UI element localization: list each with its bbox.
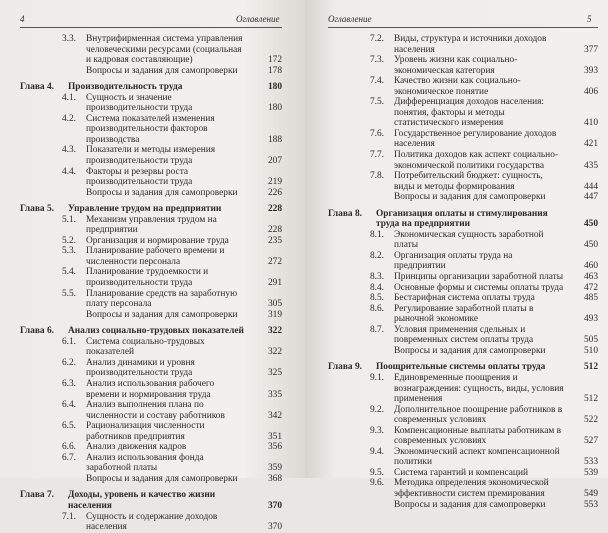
entry-title: Качество жизни как социально-экономическое понятие bbox=[394, 76, 521, 97]
entry-page-number: 322 bbox=[267, 347, 282, 358]
entry-number: 9.5. bbox=[369, 467, 384, 478]
toc-section-entry[interactable] bbox=[328, 283, 598, 294]
entry-number: 6.2. bbox=[61, 357, 76, 368]
entry-page-number: 450 bbox=[583, 219, 598, 230]
entry-number: 8.7. bbox=[369, 324, 384, 335]
toc-list bbox=[20, 34, 282, 533]
entry-number: 5.4. bbox=[61, 267, 76, 278]
entry-number: 4.3. bbox=[61, 145, 76, 156]
entry-page-number: 393 bbox=[583, 65, 598, 76]
toc-chapter-entry[interactable] bbox=[20, 204, 282, 215]
entry-page-number: 188 bbox=[267, 134, 282, 145]
entry-title: Планирование рабочего времени и численности персонала bbox=[86, 246, 225, 267]
toc-section-entry[interactable] bbox=[20, 379, 282, 400]
entry-title: Показатели и методы измерения производительности труда bbox=[86, 145, 216, 167]
toc-section-entry[interactable] bbox=[20, 167, 282, 188]
toc-section-entry[interactable] bbox=[328, 426, 598, 447]
toc-questions-entry[interactable] bbox=[20, 310, 282, 321]
header-rule bbox=[20, 27, 282, 28]
entry-page-number: 180 bbox=[267, 82, 282, 93]
toc-questions-entry[interactable] bbox=[328, 346, 598, 357]
entry-page-number: 485 bbox=[583, 293, 598, 304]
entry-title: Регулирование заработной платы в рыночной экономике bbox=[394, 303, 534, 325]
entry-number: 9.3. bbox=[369, 425, 384, 436]
entry-title: Вопросы и задания для самопроверки bbox=[86, 65, 238, 76]
toc-section-entry[interactable] bbox=[20, 114, 282, 146]
entry-page-number: 368 bbox=[267, 473, 282, 484]
entry-number: 9.2. bbox=[369, 404, 384, 415]
entry-page-number: 228 bbox=[267, 204, 282, 215]
toc-list bbox=[328, 34, 598, 510]
toc-section-entry[interactable] bbox=[328, 150, 598, 171]
entry-number: 5.5. bbox=[61, 288, 76, 299]
header-rule bbox=[328, 27, 598, 28]
entry-page-number: 450 bbox=[583, 240, 598, 251]
entry-title: Организация оплаты труда на предприятии bbox=[394, 250, 513, 272]
entry-title: Сущность и содержание доходов населения bbox=[86, 511, 218, 533]
entry-number: 3.3. bbox=[61, 34, 76, 44]
running-header: Оглавление bbox=[236, 14, 280, 24]
entry-title: Система гарантий и компенсаций bbox=[394, 467, 528, 478]
toc-chapter-entry[interactable] bbox=[20, 326, 282, 337]
toc-section-entry[interactable] bbox=[20, 215, 282, 236]
entry-title: Вопросы и задания для самопроверки bbox=[394, 192, 546, 203]
entry-page-number: 435 bbox=[583, 160, 598, 171]
entry-number: 6.3. bbox=[61, 378, 76, 389]
entry-title: Принципы организации заработной платы bbox=[394, 272, 564, 283]
entry-number: 8.3. bbox=[369, 272, 384, 283]
toc-section-entry[interactable] bbox=[328, 468, 598, 479]
entry-page-number: 410 bbox=[583, 118, 598, 129]
entry-page-number: 463 bbox=[583, 272, 598, 283]
entry-title: Экономическая сущность заработной платы bbox=[394, 229, 544, 251]
toc-section-entry[interactable] bbox=[20, 512, 282, 533]
entry-number: 8.2. bbox=[369, 250, 384, 261]
entry-number: 7.8. bbox=[369, 171, 384, 182]
toc-section-entry[interactable] bbox=[20, 442, 282, 453]
entry-number: 5.2. bbox=[61, 235, 76, 246]
entry-page-number: 444 bbox=[583, 181, 598, 192]
entry-number: 7.6. bbox=[369, 128, 384, 139]
toc-section-entry[interactable] bbox=[20, 93, 282, 114]
entry-page-number: 421 bbox=[583, 139, 598, 150]
entry-title: Вопросы и задания для самопроверки bbox=[394, 499, 546, 510]
right-page bbox=[305, 0, 608, 510]
entry-number: 9.4. bbox=[369, 446, 384, 457]
entry-title: Вопросы и задания для самопроверки bbox=[86, 473, 238, 484]
toc-section-entry[interactable] bbox=[20, 34, 282, 66]
entry-number: Глава 5. bbox=[20, 204, 54, 215]
entry-number: 7.5. bbox=[369, 97, 384, 108]
entry-title: Организация и нормирование труда bbox=[86, 235, 229, 246]
entry-title: Планирование средств на заработную плату персонала bbox=[86, 288, 238, 310]
entry-title: Механизм управления трудом на предприятии bbox=[86, 214, 217, 236]
entry-title: Система показателей изменения производительности факторов производства bbox=[86, 113, 215, 145]
toc-questions-entry[interactable] bbox=[20, 188, 282, 199]
entry-title: Доходы, уровень и качество жизни населения bbox=[68, 490, 216, 511]
entry-title: Единовременные поощрения и вознаграждения: сущность, виды, условия применения bbox=[394, 372, 564, 405]
entry-page-number: 219 bbox=[267, 177, 282, 188]
entry-number: 4.4. bbox=[61, 166, 76, 177]
entry-number: 8.1. bbox=[369, 229, 384, 240]
toc-section-entry[interactable] bbox=[20, 337, 282, 358]
toc-section-entry[interactable] bbox=[328, 478, 598, 499]
entry-number: 5.3. bbox=[61, 246, 76, 257]
entry-number: Глава 6. bbox=[20, 326, 54, 337]
entry-title: Бестарифная система оплаты труда bbox=[394, 293, 535, 304]
entry-page-number: 356 bbox=[267, 442, 282, 453]
entry-title: Анализ использования рабочего времени и нормирования труда bbox=[86, 378, 215, 400]
entry-number: 7.1. bbox=[61, 511, 76, 522]
entry-title: Условия применения сдельных и повременных систем оплаты труда bbox=[394, 324, 534, 346]
entry-number: Глава 4. bbox=[20, 82, 54, 93]
entry-number: Глава 7. bbox=[20, 490, 54, 501]
toc-section-entry[interactable] bbox=[328, 230, 598, 251]
entry-page-number: 291 bbox=[267, 278, 282, 289]
entry-number: 7.3. bbox=[369, 55, 384, 66]
toc-questions-entry[interactable] bbox=[328, 500, 598, 511]
toc-section-entry[interactable] bbox=[328, 293, 598, 304]
entry-title: Вопросы и задания для самопроверки bbox=[86, 187, 238, 198]
entry-number: 7.2. bbox=[369, 34, 384, 44]
entry-page-number: 377 bbox=[583, 44, 598, 55]
toc-chapter-entry[interactable] bbox=[328, 362, 598, 373]
entry-title: Сущность и значение производительности труда bbox=[86, 92, 193, 114]
toc-section-entry[interactable] bbox=[328, 272, 598, 283]
entry-number: 6.4. bbox=[61, 400, 76, 411]
entry-page-number: 178 bbox=[267, 65, 282, 76]
toc-section-entry[interactable] bbox=[328, 34, 598, 55]
entry-page-number: 447 bbox=[583, 192, 598, 203]
entry-number: 6.5. bbox=[61, 421, 76, 432]
entry-title: Экономический аспект компенсационной политики bbox=[394, 446, 560, 468]
entry-page-number: 325 bbox=[267, 368, 282, 379]
entry-page-number: 226 bbox=[267, 187, 282, 198]
entry-title: Виды, структура и источники доходов населения bbox=[394, 34, 547, 55]
entry-number: 5.1. bbox=[61, 214, 76, 225]
entry-page-number: 539 bbox=[583, 467, 598, 478]
entry-page-number: 512 bbox=[583, 394, 598, 405]
entry-title: Государственное регулирование доходов населения bbox=[394, 128, 557, 150]
toc-section-entry[interactable] bbox=[20, 246, 282, 267]
entry-page-number: 228 bbox=[267, 225, 282, 236]
entry-title: Уровень жизни как социально-экономическая категория bbox=[394, 55, 518, 76]
toc-section-entry[interactable] bbox=[328, 171, 598, 192]
entry-title: Рационализация численности работников предприятия bbox=[86, 421, 205, 442]
entry-page-number: 207 bbox=[267, 156, 282, 167]
entry-title: Потребительский бюджет: сущность, виды и методы формирования bbox=[394, 171, 543, 192]
entry-number: 6.7. bbox=[61, 452, 76, 463]
entry-number: 4.1. bbox=[61, 92, 76, 103]
entry-page-number: 335 bbox=[267, 389, 282, 400]
toc-section-entry[interactable] bbox=[328, 129, 598, 150]
entry-page-number: 472 bbox=[583, 282, 598, 293]
entry-title: Дополнительное поощрение работников в современных условиях bbox=[394, 404, 563, 426]
entry-number: 8.6. bbox=[369, 303, 384, 314]
entry-number: Глава 9. bbox=[328, 362, 362, 373]
toc-section-entry[interactable] bbox=[20, 453, 282, 474]
toc-section-entry[interactable] bbox=[328, 447, 598, 468]
entry-number: 9.6. bbox=[369, 478, 384, 489]
toc-section-entry[interactable] bbox=[20, 267, 282, 288]
entry-title: Анализ социально-трудовых показателей bbox=[68, 326, 244, 337]
entry-title: Основные формы и системы оплаты труда bbox=[394, 282, 564, 293]
running-header: Оглавление bbox=[328, 14, 372, 24]
entry-number: 6.1. bbox=[61, 336, 76, 347]
entry-title: Вопросы и задания для самопроверки bbox=[394, 345, 546, 356]
page-number: 4 bbox=[20, 14, 25, 24]
entry-title: Управление трудом на предприятии bbox=[68, 204, 222, 215]
toc-section-entry[interactable] bbox=[20, 236, 282, 247]
entry-number: 8.4. bbox=[369, 282, 384, 293]
entry-page-number: 460 bbox=[583, 261, 598, 272]
page-number: 5 bbox=[587, 14, 592, 24]
entry-number: 9.1. bbox=[369, 372, 384, 383]
toc-chapter-entry[interactable] bbox=[20, 490, 282, 511]
entry-page-number: 305 bbox=[267, 299, 282, 310]
entry-title: Поощрительные системы оплаты труда bbox=[376, 362, 546, 373]
entry-number: Глава 8. bbox=[328, 208, 362, 219]
toc-section-entry[interactable] bbox=[20, 358, 282, 379]
toc-section-entry[interactable] bbox=[20, 421, 282, 442]
entry-page-number: 512 bbox=[583, 362, 598, 373]
toc-section-entry[interactable] bbox=[20, 289, 282, 310]
entry-page-number: 172 bbox=[267, 55, 282, 66]
entry-title: Производительность труда bbox=[68, 82, 183, 93]
entry-page-number: 533 bbox=[583, 457, 598, 468]
entry-title: Анализ динамики и уровня производительности труда bbox=[86, 357, 195, 379]
entry-page-number: 493 bbox=[583, 314, 598, 325]
toc-questions-entry[interactable] bbox=[20, 474, 282, 485]
entry-page-number: 522 bbox=[583, 415, 598, 426]
entry-page-number: 359 bbox=[267, 463, 282, 474]
entry-title: Методика определения экономической эффективности систем премирования bbox=[394, 478, 549, 499]
entry-page-number: 527 bbox=[583, 436, 598, 447]
toc-section-entry[interactable] bbox=[328, 405, 598, 426]
entry-page-number: 351 bbox=[267, 431, 282, 442]
entry-page-number: 406 bbox=[583, 86, 598, 97]
entry-title: Вопросы и задания для самопроверки bbox=[86, 309, 238, 320]
toc-chapter-entry[interactable] bbox=[20, 82, 282, 93]
entry-title: Анализ движения кадров bbox=[86, 442, 187, 453]
toc-section-entry[interactable] bbox=[328, 97, 598, 129]
entry-title: Анализ выполнения плана по численности и составу работников bbox=[86, 400, 225, 421]
toc-section-entry[interactable] bbox=[328, 251, 598, 272]
entry-title: Политика доходов как аспект социально-экономической политики государства bbox=[394, 150, 559, 171]
toc-chapter-entry[interactable] bbox=[328, 209, 598, 230]
entry-title: Компенсационные выплаты работникам в современных условиях bbox=[394, 425, 562, 447]
entry-page-number: 510 bbox=[583, 345, 598, 356]
entry-page-number: 549 bbox=[583, 488, 598, 499]
entry-title: Анализ использования фонда заработной платы bbox=[86, 452, 204, 474]
toc-section-entry[interactable] bbox=[328, 325, 598, 346]
entry-number: 4.2. bbox=[61, 113, 76, 124]
entry-number: 7.4. bbox=[369, 76, 384, 87]
toc-section-entry[interactable] bbox=[328, 55, 598, 76]
toc-section-entry[interactable] bbox=[20, 145, 282, 166]
toc-section-entry[interactable] bbox=[328, 373, 598, 405]
entry-title: Система социально-трудовых показателей bbox=[86, 336, 205, 358]
entry-page-number: 235 bbox=[267, 235, 282, 246]
entry-title: Планирование трудоемкости и производительности труда bbox=[86, 267, 209, 289]
toc-questions-entry[interactable] bbox=[20, 66, 282, 77]
entry-page-number: 272 bbox=[267, 256, 282, 267]
entry-page-number: 180 bbox=[267, 103, 282, 114]
entry-page-number: 319 bbox=[267, 309, 282, 320]
entry-page-number: 370 bbox=[267, 500, 282, 511]
entry-title: Внутрифирменная система управления человеческими ресурсами (социальная и кадровая составляющие) bbox=[86, 34, 243, 66]
entry-page-number: 505 bbox=[583, 335, 598, 346]
entry-title: Дифференциация доходов населения: понятия, факторы и методы статистического измерения bbox=[394, 97, 545, 129]
entry-page-number: 370 bbox=[267, 522, 282, 533]
entry-title: Организация оплаты и стимулирования труда на предприятии bbox=[376, 208, 548, 230]
toc-section-entry[interactable] bbox=[20, 400, 282, 421]
toc-section-entry[interactable] bbox=[328, 304, 598, 325]
entry-page-number: 342 bbox=[267, 410, 282, 421]
entry-page-number: 322 bbox=[267, 326, 282, 337]
entry-page-number: 553 bbox=[583, 499, 598, 510]
toc-section-entry[interactable] bbox=[328, 76, 598, 97]
entry-number: 6.6. bbox=[61, 442, 76, 453]
entry-number: 7.7. bbox=[369, 150, 384, 161]
entry-number: 8.5. bbox=[369, 293, 384, 304]
toc-questions-entry[interactable] bbox=[328, 192, 598, 203]
entry-title: Факторы и резервы роста производительности труда bbox=[86, 166, 193, 188]
